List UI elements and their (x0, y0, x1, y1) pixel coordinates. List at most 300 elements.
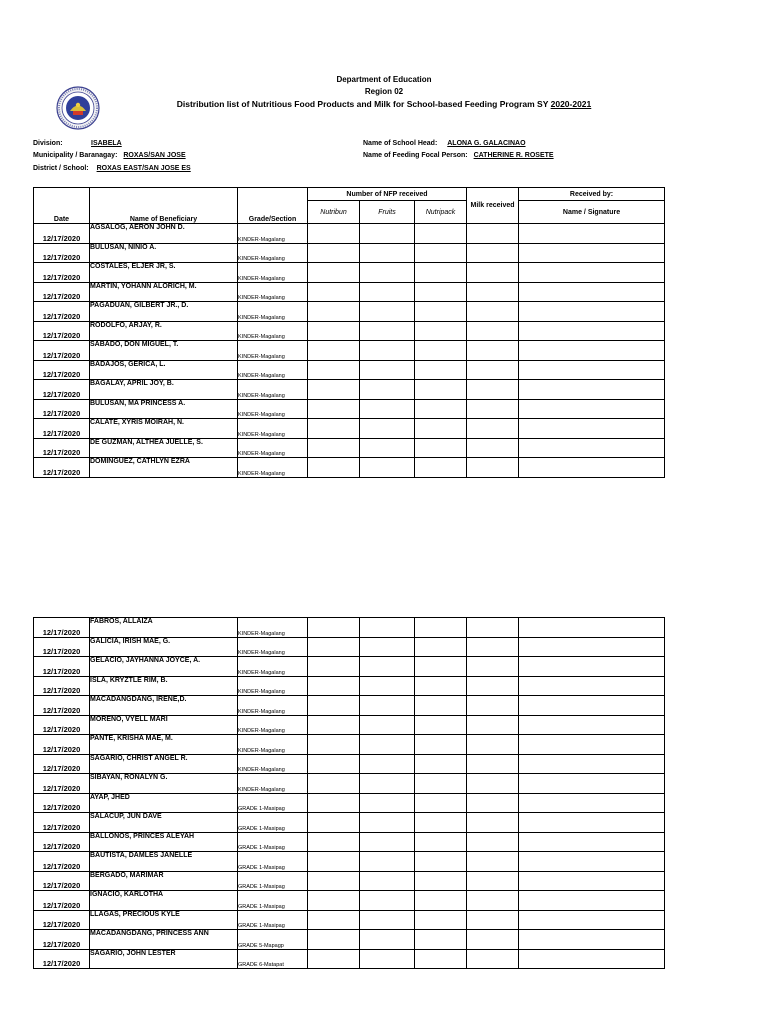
nutripack-cell[interactable] (415, 321, 467, 341)
fruits-cell[interactable] (360, 618, 415, 638)
nutripack-cell[interactable] (415, 618, 467, 638)
date-cell: 12/17/2020 (34, 657, 90, 677)
date-cell: 12/17/2020 (34, 754, 90, 774)
table-row (34, 243, 665, 263)
grade-section-cell: KINDER-Magalang (238, 224, 308, 244)
nutripack-cell[interactable] (415, 438, 467, 458)
nutribun-cell[interactable] (308, 399, 360, 419)
milk-received-cell[interactable] (467, 793, 519, 813)
table-row (34, 224, 665, 244)
milk-received-cell[interactable] (467, 754, 519, 774)
nutripack-cell[interactable] (415, 302, 467, 322)
col-header-grade: Grade/Section (238, 188, 308, 224)
signature-cell[interactable] (519, 419, 665, 439)
milk-received-cell[interactable] (467, 949, 519, 969)
grade-section-cell: KINDER-Magalang (238, 676, 308, 696)
date-cell: 12/17/2020 (34, 282, 90, 302)
grade-section-cell: GRADE 1-Masipag (238, 891, 308, 911)
milk-received-cell[interactable] (467, 832, 519, 852)
date-cell: 12/17/2020 (34, 419, 90, 439)
beneficiary-name-cell: GELACIO, JAYHANNA JOYCE, A. (90, 657, 238, 677)
nutripack-cell[interactable] (415, 458, 467, 478)
fruits-cell[interactable] (360, 282, 415, 302)
nutripack-cell[interactable] (415, 380, 467, 400)
date-cell: 12/17/2020 (34, 263, 90, 283)
nutripack-cell[interactable] (415, 399, 467, 419)
nutribun-cell[interactable] (308, 438, 360, 458)
nutribun-cell[interactable] (308, 676, 360, 696)
table-row (34, 813, 665, 833)
date-cell: 12/17/2020 (34, 930, 90, 950)
nutripack-cell[interactable] (415, 341, 467, 361)
date-cell: 12/17/2020 (34, 458, 90, 478)
signature-cell[interactable] (519, 657, 665, 677)
signature-cell[interactable] (519, 380, 665, 400)
grade-section-cell: KINDER-Magalang (238, 735, 308, 755)
grade-section-cell: KINDER-Magalang (238, 360, 308, 380)
header-region: Region 02 (364, 87, 404, 96)
grade-section-cell: KINDER-Magalang (238, 380, 308, 400)
beneficiary-name-cell: DE GUZMAN, ALTHEA JUELLE, S. (90, 438, 238, 458)
date-cell: 12/17/2020 (34, 243, 90, 263)
fruits-cell[interactable] (360, 657, 415, 677)
milk-received-cell[interactable] (467, 735, 519, 755)
grade-section-cell: KINDER-Magalang (238, 774, 308, 794)
fruits-cell[interactable] (360, 910, 415, 930)
milk-received-cell[interactable] (467, 813, 519, 833)
signature-cell[interactable] (519, 852, 665, 872)
table-row (34, 399, 665, 419)
table-row (34, 832, 665, 852)
beneficiary-name-cell: MORENO, VYELL MARI (90, 715, 238, 735)
grade-section-cell: KINDER-Magalang (238, 715, 308, 735)
nutripack-cell[interactable] (415, 891, 467, 911)
table-row (34, 341, 665, 361)
nutribun-cell[interactable] (308, 910, 360, 930)
grade-section-cell: KINDER-Magalang (238, 399, 308, 419)
nutripack-cell[interactable] (415, 735, 467, 755)
nutripack-cell[interactable] (415, 871, 467, 891)
signature-cell[interactable] (519, 735, 665, 755)
nutribun-cell[interactable] (308, 930, 360, 950)
beneficiary-name-cell: SAGARIO, CHRIST ANGEL R. (90, 754, 238, 774)
beneficiary-name-cell: PAGADUAN, GILBERT JR., D. (90, 302, 238, 322)
grade-section-cell: KINDER-Magalang (238, 419, 308, 439)
fruits-cell[interactable] (360, 360, 415, 380)
milk-received-cell[interactable] (467, 871, 519, 891)
fruits-cell[interactable] (360, 930, 415, 950)
milk-received-cell[interactable] (467, 224, 519, 244)
nutribun-cell[interactable] (308, 949, 360, 969)
table-row (34, 871, 665, 891)
beneficiary-name-cell: LLAGAS, PRECIOUS KYLE (90, 910, 238, 930)
fruits-cell[interactable] (360, 224, 415, 244)
signature-cell[interactable] (519, 263, 665, 283)
table-row (34, 419, 665, 439)
grade-section-cell: KINDER-Magalang (238, 341, 308, 361)
signature-cell[interactable] (519, 243, 665, 263)
milk-received-cell[interactable] (467, 438, 519, 458)
nutripack-cell[interactable] (415, 263, 467, 283)
nutripack-cell[interactable] (415, 930, 467, 950)
date-cell: 12/17/2020 (34, 813, 90, 833)
milk-received-cell[interactable] (467, 891, 519, 911)
focal-person-value: CATHERINE R. ROSETE (473, 152, 554, 159)
beneficiary-name-cell: BAUTISTA, DAMLES JANELLE (90, 852, 238, 872)
fruits-cell[interactable] (360, 676, 415, 696)
beneficiary-name-cell: GALICIA, IRISH MAE, G. (90, 637, 238, 657)
table-row (34, 696, 665, 716)
signature-cell[interactable] (519, 637, 665, 657)
fruits-cell[interactable] (360, 341, 415, 361)
fruits-cell[interactable] (360, 949, 415, 969)
fruits-cell[interactable] (360, 302, 415, 322)
date-cell: 12/17/2020 (34, 832, 90, 852)
milk-received-cell[interactable] (467, 282, 519, 302)
milk-received-cell[interactable] (467, 263, 519, 283)
beneficiary-name-cell: PANTE, KRISHA MAE, M. (90, 735, 238, 755)
table-row (34, 910, 665, 930)
fruits-cell[interactable] (360, 891, 415, 911)
col-header-fruits: Fruits (360, 201, 415, 224)
nutripack-cell[interactable] (415, 774, 467, 794)
nutribun-cell[interactable] (308, 832, 360, 852)
table-row (34, 891, 665, 911)
header-title-text: Distribution list of Nutritious Food Products and Milk for School-based Feeding Program SY (176, 99, 551, 109)
district-line (33, 164, 191, 173)
table-row (34, 949, 665, 969)
fruits-cell[interactable] (360, 458, 415, 478)
table-row (34, 774, 665, 794)
beneficiary-name-cell: BERGADO, MARIMAR (90, 871, 238, 891)
col-header-date: Date (34, 188, 90, 224)
nutripack-cell[interactable] (415, 282, 467, 302)
beneficiary-name-cell: BULUSAN, MA PRINCESS A. (90, 399, 238, 419)
signature-cell[interactable] (519, 321, 665, 341)
milk-received-cell[interactable] (467, 676, 519, 696)
school-head-label: Name of School Head: (363, 140, 438, 147)
beneficiary-name-cell: SIBAYAN, RONALYN G. (90, 774, 238, 794)
fruits-cell[interactable] (360, 243, 415, 263)
signature-cell[interactable] (519, 282, 665, 302)
beneficiary-name-cell: SAGARIO, JOHN LESTER (90, 949, 238, 969)
header-department: Department of Education (336, 75, 432, 84)
nutripack-cell[interactable] (415, 832, 467, 852)
grade-section-cell: KINDER-Magalang (238, 618, 308, 638)
nutribun-cell[interactable] (308, 618, 360, 638)
beneficiary-name-cell: COSTALES, ELJER JR, S. (90, 263, 238, 283)
date-cell: 12/17/2020 (34, 321, 90, 341)
date-cell: 12/17/2020 (34, 224, 90, 244)
date-cell: 12/17/2020 (34, 949, 90, 969)
milk-received-cell[interactable] (467, 419, 519, 439)
milk-received-cell[interactable] (467, 458, 519, 478)
beneficiary-table-page2 (33, 617, 665, 969)
date-cell: 12/17/2020 (34, 360, 90, 380)
table-row (34, 735, 665, 755)
date-cell: 12/17/2020 (34, 774, 90, 794)
date-cell: 12/17/2020 (34, 618, 90, 638)
signature-cell[interactable] (519, 676, 665, 696)
fruits-cell[interactable] (360, 871, 415, 891)
grade-section-cell: KINDER-Magalang (238, 696, 308, 716)
date-cell: 12/17/2020 (34, 696, 90, 716)
nutripack-cell[interactable] (415, 637, 467, 657)
municipality-line (33, 151, 186, 160)
focal-person-label: Name of Feeding Focal Person: (363, 152, 468, 159)
grade-section-cell: KINDER-Magalang (238, 637, 308, 657)
milk-received-cell[interactable] (467, 715, 519, 735)
signature-cell[interactable] (519, 910, 665, 930)
nutribun-cell[interactable] (308, 696, 360, 716)
grade-section-cell: KINDER-Magalang (238, 754, 308, 774)
table-row (34, 930, 665, 950)
nutripack-cell[interactable] (415, 419, 467, 439)
col-header-beneficiary: Name of Beneficiary (90, 188, 238, 224)
fruits-cell[interactable] (360, 793, 415, 813)
fruits-cell[interactable] (360, 263, 415, 283)
grade-section-cell: KINDER-Magalang (238, 657, 308, 677)
nutripack-cell[interactable] (415, 657, 467, 677)
grade-section-cell: KINDER-Magalang (238, 438, 308, 458)
grade-section-cell: GRADE 1-Masipag (238, 910, 308, 930)
school-head-value: ALONA G. GALACINAO (447, 140, 526, 147)
table-row (34, 637, 665, 657)
col-header-nfp-group: Number of NFP received (308, 188, 467, 201)
beneficiary-table-page1 (33, 187, 665, 478)
nutripack-cell[interactable] (415, 224, 467, 244)
fruits-cell[interactable] (360, 399, 415, 419)
signature-cell[interactable] (519, 832, 665, 852)
signature-cell[interactable] (519, 618, 665, 638)
nutribun-cell[interactable] (308, 715, 360, 735)
grade-section-cell: GRADE 1-Masipag (238, 832, 308, 852)
milk-received-cell[interactable] (467, 341, 519, 361)
beneficiary-name-cell: RODOLFO, ARJAY, R. (90, 321, 238, 341)
fruits-cell[interactable] (360, 813, 415, 833)
date-cell: 12/17/2020 (34, 341, 90, 361)
nutripack-cell[interactable] (415, 360, 467, 380)
nutripack-cell[interactable] (415, 754, 467, 774)
nutribun-cell[interactable] (308, 380, 360, 400)
nutripack-cell[interactable] (415, 910, 467, 930)
grade-section-cell: GRADE 1-Masipag (238, 852, 308, 872)
date-cell: 12/17/2020 (34, 891, 90, 911)
date-cell: 12/17/2020 (34, 380, 90, 400)
date-cell: 12/17/2020 (34, 637, 90, 657)
grade-section-cell: GRADE 5-Mapagp (238, 930, 308, 950)
nutribun-cell[interactable] (308, 871, 360, 891)
fruits-cell[interactable] (360, 380, 415, 400)
header-title (0, 99, 768, 109)
milk-received-cell[interactable] (467, 930, 519, 950)
nutribun-cell[interactable] (308, 793, 360, 813)
grade-section-cell: KINDER-Magalang (238, 282, 308, 302)
nutribun-cell[interactable] (308, 813, 360, 833)
nutribun-cell[interactable] (308, 852, 360, 872)
milk-received-cell[interactable] (467, 637, 519, 657)
date-cell: 12/17/2020 (34, 715, 90, 735)
fruits-cell[interactable] (360, 735, 415, 755)
table-row (34, 852, 665, 872)
milk-received-cell[interactable] (467, 399, 519, 419)
table-body-page2 (34, 618, 665, 969)
nutripack-cell[interactable] (415, 243, 467, 263)
date-cell: 12/17/2020 (34, 676, 90, 696)
grade-section-cell: KINDER-Magalang (238, 321, 308, 341)
date-cell: 12/17/2020 (34, 438, 90, 458)
nutripack-cell[interactable] (415, 949, 467, 969)
nutripack-cell[interactable] (415, 676, 467, 696)
nutribun-cell[interactable] (308, 360, 360, 380)
focal-person-line (363, 151, 554, 160)
table-row (34, 282, 665, 302)
nutripack-cell[interactable] (415, 793, 467, 813)
beneficiary-name-cell: IGNACIO, KARLOTHA (90, 891, 238, 911)
nutripack-cell[interactable] (415, 715, 467, 735)
milk-received-cell[interactable] (467, 302, 519, 322)
grade-section-cell: GRADE 1-Masipag (238, 813, 308, 833)
nutribun-cell[interactable] (308, 224, 360, 244)
table-row (34, 618, 665, 638)
signature-cell[interactable] (519, 438, 665, 458)
municipality-label: Municipality / Baranagay: (33, 152, 118, 159)
milk-received-cell[interactable] (467, 618, 519, 638)
milk-received-cell[interactable] (467, 852, 519, 872)
fruits-cell[interactable] (360, 774, 415, 794)
col-header-nutribun: Nutribun (308, 201, 360, 224)
nutripack-cell[interactable] (415, 813, 467, 833)
date-cell: 12/17/2020 (34, 871, 90, 891)
division-line (33, 139, 122, 148)
date-cell: 12/17/2020 (34, 793, 90, 813)
milk-received-cell[interactable] (467, 774, 519, 794)
signature-cell[interactable] (519, 458, 665, 478)
beneficiary-name-cell: SABADO, DON MIGUEL, T. (90, 341, 238, 361)
beneficiary-name-cell: AGSALOG, AERON JOHN D. (90, 224, 238, 244)
signature-cell[interactable] (519, 360, 665, 380)
signature-cell[interactable] (519, 696, 665, 716)
grade-section-cell: KINDER-Magalang (238, 243, 308, 263)
nutribun-cell[interactable] (308, 458, 360, 478)
col-header-received-group: Received by: (519, 188, 665, 201)
nutribun-cell[interactable] (308, 754, 360, 774)
signature-cell[interactable] (519, 715, 665, 735)
fruits-cell[interactable] (360, 438, 415, 458)
grade-section-cell: KINDER-Magalang (238, 263, 308, 283)
nutribun-cell[interactable] (308, 321, 360, 341)
grade-section-cell: GRADE 1-Masipag (238, 871, 308, 891)
nutribun-cell[interactable] (308, 637, 360, 657)
fruits-cell[interactable] (360, 715, 415, 735)
fruits-cell[interactable] (360, 419, 415, 439)
nutribun-cell[interactable] (308, 657, 360, 677)
beneficiary-name-cell: BALLONOS, PRINCES ALEYAH (90, 832, 238, 852)
fruits-cell[interactable] (360, 754, 415, 774)
beneficiary-name-cell: MARTIN, YOHANN ALORICH, M. (90, 282, 238, 302)
milk-received-cell[interactable] (467, 910, 519, 930)
milk-received-cell[interactable] (467, 243, 519, 263)
signature-cell[interactable] (519, 224, 665, 244)
date-cell: 12/17/2020 (34, 852, 90, 872)
date-cell: 12/17/2020 (34, 399, 90, 419)
signature-cell[interactable] (519, 341, 665, 361)
fruits-cell[interactable] (360, 637, 415, 657)
milk-received-cell[interactable] (467, 696, 519, 716)
table-row (34, 458, 665, 478)
signature-cell[interactable] (519, 793, 665, 813)
col-header-nutripack: Nutripack (415, 201, 467, 224)
nutripack-cell[interactable] (415, 852, 467, 872)
milk-received-cell[interactable] (467, 360, 519, 380)
col-header-milk: Milk received (467, 188, 519, 224)
nutribun-cell[interactable] (308, 891, 360, 911)
grade-section-cell: KINDER-Magalang (238, 302, 308, 322)
table-row (34, 263, 665, 283)
beneficiary-name-cell: ISLA, KRYZTLE RIM, B. (90, 676, 238, 696)
beneficiary-name-cell: BADAJOS, GERICA, L. (90, 360, 238, 380)
milk-received-cell[interactable] (467, 380, 519, 400)
nutribun-cell[interactable] (308, 243, 360, 263)
milk-received-cell[interactable] (467, 321, 519, 341)
nutribun-cell[interactable] (308, 263, 360, 283)
beneficiary-name-cell: DOMINGUEZ, CATHLYN EZRA (90, 458, 238, 478)
table-row (34, 380, 665, 400)
signature-cell[interactable] (519, 949, 665, 969)
table-row (34, 754, 665, 774)
signature-cell[interactable] (519, 871, 665, 891)
nutripack-cell[interactable] (415, 696, 467, 716)
beneficiary-name-cell: AYAP, JHED (90, 793, 238, 813)
nutribun-cell[interactable] (308, 302, 360, 322)
signature-cell[interactable] (519, 754, 665, 774)
signature-cell[interactable] (519, 930, 665, 950)
table-row (34, 321, 665, 341)
signature-cell[interactable] (519, 891, 665, 911)
milk-received-cell[interactable] (467, 657, 519, 677)
signature-cell[interactable] (519, 399, 665, 419)
signature-cell[interactable] (519, 774, 665, 794)
header-school-year: 2020-2021 (550, 99, 592, 109)
beneficiary-name-cell: SALACUP, JUN DAVE (90, 813, 238, 833)
table-row (34, 302, 665, 322)
grade-section-cell: GRADE 1-Masipag (238, 793, 308, 813)
nutribun-cell[interactable] (308, 774, 360, 794)
beneficiary-name-cell: BAGALAY, APRIL JOY, B. (90, 380, 238, 400)
table-row (34, 438, 665, 458)
table-row (34, 360, 665, 380)
nutribun-cell[interactable] (308, 341, 360, 361)
district-value: ROXAS EAST/SAN JOSE ES (96, 165, 191, 172)
beneficiary-name-cell: FABROS, ALLAIZA (90, 618, 238, 638)
division-label: Division: (33, 140, 63, 147)
table-row (34, 657, 665, 677)
nutribun-cell[interactable] (308, 735, 360, 755)
grade-section-cell: GRADE 6-Matapat (238, 949, 308, 969)
date-cell: 12/17/2020 (34, 302, 90, 322)
fruits-cell[interactable] (360, 852, 415, 872)
date-cell: 12/17/2020 (34, 910, 90, 930)
table-body-page1 (34, 224, 665, 478)
fruits-cell[interactable] (360, 696, 415, 716)
municipality-value: ROXAS/SAN JOSE (123, 152, 186, 159)
nutribun-cell[interactable] (308, 419, 360, 439)
signature-cell[interactable] (519, 302, 665, 322)
signature-cell[interactable] (519, 813, 665, 833)
nutribun-cell[interactable] (308, 282, 360, 302)
fruits-cell[interactable] (360, 321, 415, 341)
fruits-cell[interactable] (360, 832, 415, 852)
